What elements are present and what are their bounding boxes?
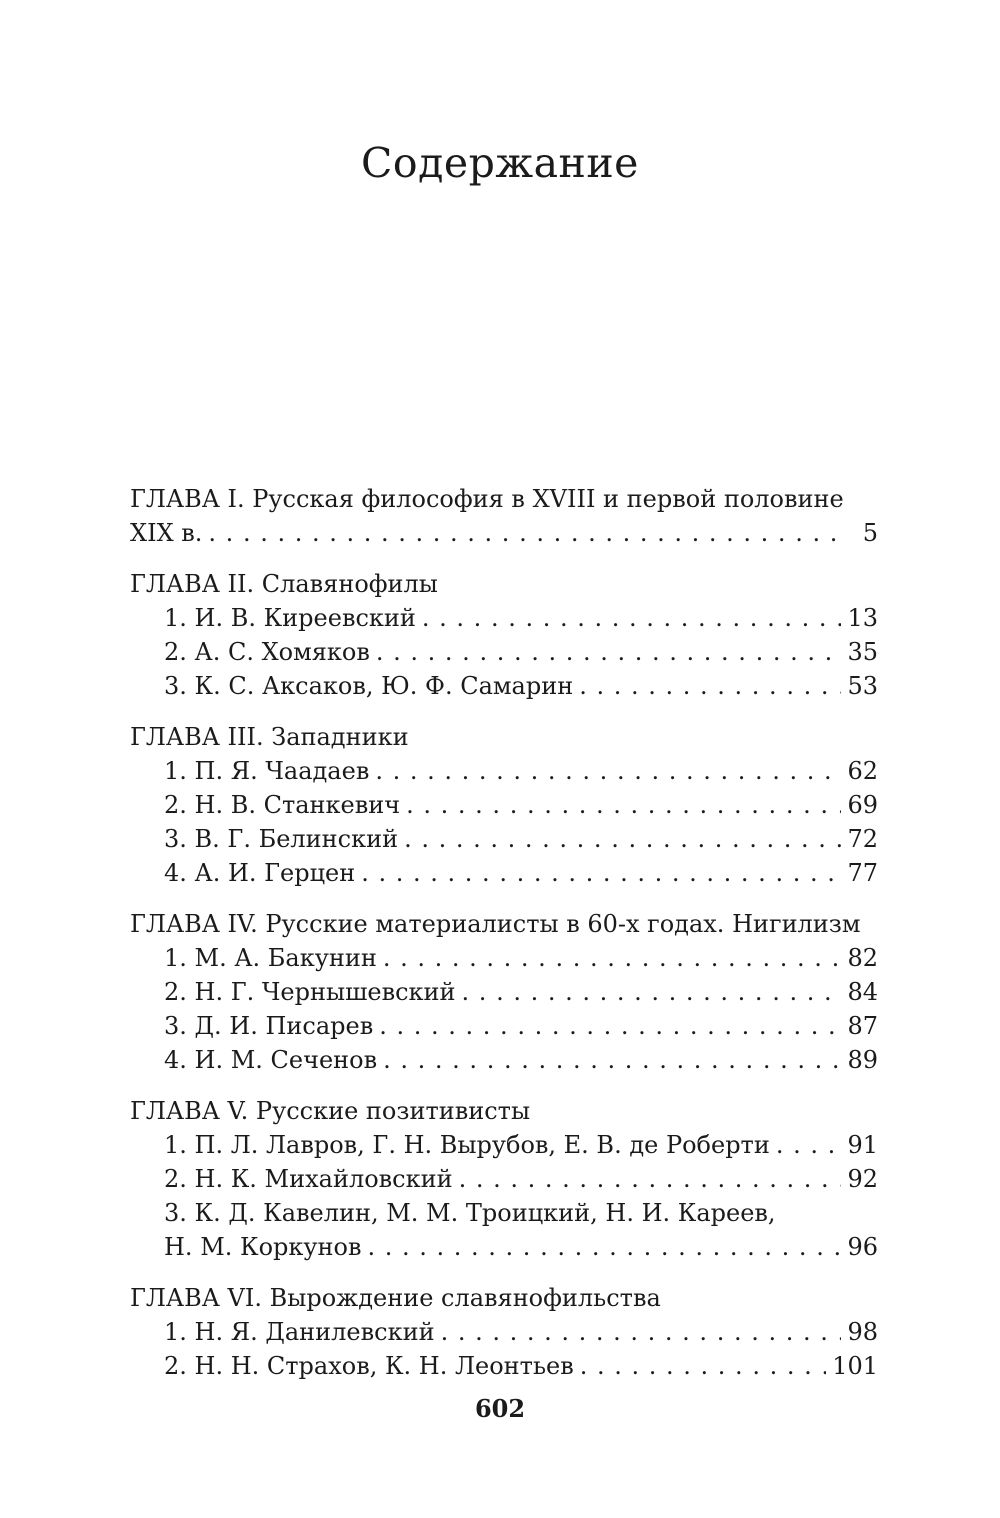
dot-leader — [375, 754, 841, 788]
toc-entry — [130, 1128, 878, 1162]
toc-entry — [130, 941, 878, 975]
entry-label: 4. И. М. Сеченов — [164, 1046, 378, 1074]
chapter-title: ГЛАВА III. Западники — [130, 723, 409, 751]
toc-entry — [130, 1043, 878, 1077]
entry-label: 2. Н. К. Михайловский — [164, 1165, 453, 1193]
entry-label-line1: 3. К. Д. Кавелин, М. М. Троицкий, Н. И. Кареев, — [164, 1199, 776, 1227]
toc-entry — [130, 754, 878, 788]
entry-label-line2: Н. М. Коркунов — [164, 1233, 362, 1261]
chapter-title: ГЛАВА II. Славянофилы — [130, 570, 438, 598]
chapter-title-continued: XIX в. — [130, 519, 203, 547]
chapter-title: ГЛАВА V. Русские позитивисты — [130, 1097, 531, 1125]
page-ref: 62 — [847, 757, 878, 785]
page-ref: 53 — [847, 672, 878, 700]
entry-label: 2. Н. Г. Чернышевский — [164, 978, 456, 1006]
page-ref: 35 — [847, 638, 878, 666]
entry-label: 1. П. Я. Чаадаев — [164, 757, 370, 785]
dot-leader — [579, 669, 841, 703]
toc-entry — [130, 669, 878, 703]
toc-entry — [130, 1230, 878, 1264]
dot-leader — [383, 1043, 841, 1077]
page-ref: 72 — [847, 825, 878, 853]
toc-entry — [130, 788, 878, 822]
page-ref: 13 — [847, 604, 878, 632]
page-ref: 82 — [847, 944, 878, 972]
dot-leader — [376, 635, 842, 669]
dot-leader — [776, 1128, 842, 1162]
dot-leader — [406, 788, 841, 822]
toc-entry — [130, 822, 878, 856]
dot-leader — [404, 822, 841, 856]
entry-label: 4. А. И. Герцен — [164, 859, 356, 887]
dot-leader — [459, 1162, 842, 1196]
dot-leader — [383, 941, 842, 975]
toc-entry — [130, 635, 878, 669]
table-of-contents — [130, 482, 878, 1400]
toc-entry — [130, 1009, 878, 1043]
chapter-2 — [130, 567, 878, 703]
entry-label: 2. Н. В. Станкевич — [164, 791, 401, 819]
dot-leader — [441, 1315, 842, 1349]
dot-leader — [422, 601, 842, 635]
entry-label: 3. К. С. Аксаков, Ю. Ф. Самарин — [164, 672, 574, 700]
entry-label: 2. А. С. Хомяков — [164, 638, 370, 666]
entry-label: 3. В. Г. Белинский — [164, 825, 399, 853]
page-number: 602 — [474, 1394, 526, 1423]
chapter-title: ГЛАВА I. Русская философия в XVIII и первой половине — [130, 485, 844, 513]
entry-label: 1. М. А. Бакунин — [164, 944, 377, 972]
entry-label: 1. П. Л. Лавров, Г. Н. Вырубов, Е. В. де Роберти — [164, 1131, 770, 1159]
dot-leader — [580, 1349, 826, 1383]
page-ref: 89 — [847, 1046, 878, 1074]
page-ref: 96 — [847, 1233, 878, 1261]
page-ref: 98 — [847, 1318, 878, 1346]
dot-leader — [361, 856, 841, 890]
toc-entry — [130, 856, 878, 890]
dot-leader — [367, 1230, 841, 1264]
toc-entry — [130, 975, 878, 1009]
entry-label: 2. Н. Н. Страхов, К. Н. Леонтьев — [164, 1352, 574, 1380]
page-ref: 92 — [847, 1165, 878, 1193]
page-ref: 101 — [832, 1352, 878, 1380]
toc-entry — [130, 1349, 878, 1383]
chapter-4 — [130, 907, 878, 1077]
entry-label: 3. Д. И. Писарев — [164, 1012, 374, 1040]
toc-entry — [130, 601, 878, 635]
chapter-title: ГЛАВА VI. Вырождение славянофильства — [130, 1284, 661, 1312]
page-ref: 91 — [847, 1131, 878, 1159]
dot-leader — [208, 516, 842, 550]
page-title: Содержание — [361, 139, 639, 187]
chapter-5 — [130, 1094, 878, 1264]
chapter-1 — [130, 482, 878, 550]
chapter-6 — [130, 1281, 878, 1383]
toc-entry — [130, 1315, 878, 1349]
toc-entry — [130, 1162, 878, 1196]
entry-label: 1. И. В. Киреевский — [164, 604, 416, 632]
page-ref: 69 — [847, 791, 878, 819]
toc-entry — [130, 516, 878, 550]
page-ref: 84 — [847, 978, 878, 1006]
page-ref: 77 — [847, 859, 878, 887]
dot-leader — [379, 1009, 841, 1043]
page-ref: 5 — [862, 519, 878, 547]
page-ref: 87 — [847, 1012, 878, 1040]
dot-leader — [462, 975, 842, 1009]
entry-label: 1. Н. Я. Данилевский — [164, 1318, 435, 1346]
chapter-title: ГЛАВА IV. Русские материалисты в 60-х годах. Нигилизм — [130, 910, 861, 938]
chapter-3 — [130, 720, 878, 890]
